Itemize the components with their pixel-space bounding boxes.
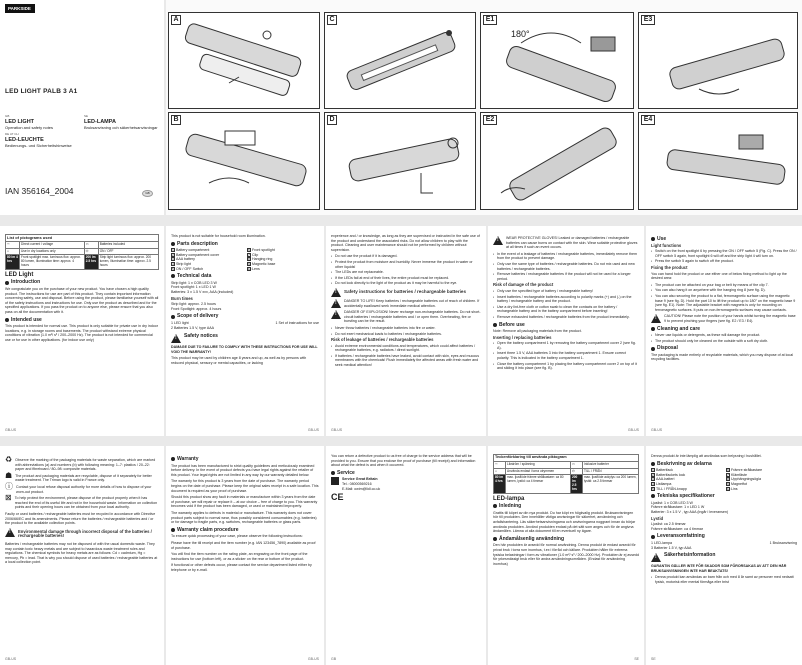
- bullet-icon: [5, 281, 9, 285]
- figure-a: [168, 12, 320, 109]
- list-item: ▪ If the LEDs fail at end of their lives, the entire product must be replaced.: [331, 276, 481, 281]
- page-12: [326, 446, 486, 665]
- paragraph: We congratulate you on the purchase of your new product. You have chosen a high quality product. The instructions for use are part of this product. They contain important information concerning safety, use and disposal. Before using the product, please familiarise yourself with all of the safety instructions and instructions for use. Only use the product as described and for the specified applications. If you pass the product on to anyone else, please ensure that you also pass on all the documentation with it.: [5, 286, 159, 314]
- list-item: 4 Strip light: [172, 261, 191, 266]
- spec-line: Ljuslist: ca 2.5 timmar: [651, 522, 686, 527]
- list-item: ▪ Open the battery compartment 1 by removing the battery compartment cover 2 (see fig. A).: [493, 341, 639, 350]
- bullet-icon: [493, 504, 497, 508]
- bullet-icon: [651, 462, 655, 466]
- safety-heading: ! Safety notices: [171, 334, 319, 343]
- list-item: 7 Klämfäste: [727, 472, 747, 477]
- environment-warning: ! Environmental damage through incorrect disposal of the batteries / rechargeable batteries!: [5, 528, 159, 540]
- power-icon: ⏻: [84, 248, 98, 255]
- service-name: Service Great Britain: [342, 477, 378, 482]
- bullet-icon: [171, 274, 175, 278]
- list-item: ▪ You can also hang it on anywhere with the hanging ring 8 (see fig. D).: [651, 288, 797, 293]
- battery-icon: ▭: [570, 461, 582, 468]
- triman-icon: ☗: [5, 470, 13, 480]
- figure-d: [324, 112, 476, 210]
- page-number: GB-US: [651, 428, 663, 433]
- list-item: ▪ Denna produkt kan användas av barn från och med 8 år samt av personer med nedsatt fysisk, motorisk eller mental förmåga eller brist: [651, 575, 797, 584]
- pictogram-text: Strip light luminous flux: approx. 200 lumen, Illumination time: approx. 2.5 hours: [98, 255, 158, 269]
- section-heading: Introduction: [5, 280, 159, 285]
- paragraph: You can return a defective product to us free of charge to the service address that will be provided to you. Ensure that you enclose the proof of purchase (till receipt) and information about what the defect is and when it occurred.: [331, 454, 476, 468]
- triman-note: ☗ The product and packaging materials are recyclable, dispose of it separately for better waste treatment. The Triman logo is valid in France only.: [5, 470, 152, 483]
- page-8: [488, 226, 644, 436]
- parts-list: [651, 468, 797, 491]
- list-item: ▪ Switch on the front spotlight 6 by pressing the ON / OFF switch 5 (Fig. C). Press the ON / OFF switch 5 again, front spotlight 6 will off and the strip light 4 will turn on.: [651, 249, 797, 258]
- figure-e2-drawing: [481, 113, 635, 211]
- sub-heading: Fixing the product: [651, 264, 688, 270]
- list-item: ▪ Use a dry lint-free cloth or cotton swab to clean the contacts on the battery / rechargeable battery and in the battery compartment before inserting!: [493, 305, 639, 314]
- list-item: ▪ Remove batteries / rechargeable batteries if the product will not be used for a longer period.: [493, 272, 639, 281]
- figure-label: C: [327, 15, 337, 25]
- crossed-bin-icon: ⊠: [5, 493, 12, 503]
- dc-icon: ⎓: [494, 461, 506, 468]
- bullet-icon: [493, 323, 497, 327]
- brand-logo: PARKSIDE: [5, 4, 35, 13]
- figure-e1-drawing: [481, 13, 635, 110]
- list-item: 8 Upphängningsögla: [727, 477, 761, 482]
- list-item: ▪ Avoid extreme environmental conditions and temperatures, which could affect batteries / rechargeable batteries, e.g. radiators / direct sunlight.: [331, 344, 481, 353]
- recycle-note: ♻ Observe the marking of the packaging materials for waste separation, which are marked with abbreviations (a) and numbers (b) with following meaning: 1–7: plastics / 20–22: paper and fibreboard / 80–98: composite materials.: [5, 455, 156, 472]
- service-icon: [331, 477, 339, 485]
- spec-line: Strip light: approx. 2.5 hours: [171, 302, 216, 307]
- list-item: ▪ The LEDs are not replaceable.: [331, 270, 481, 275]
- pictogram-text: max. ljusflöde ackylys: ca 200 lumen, lystid: ca 2.5 timmar: [582, 475, 638, 493]
- list-item: ▪ Close the battery compartment 1 by placing the battery compartment cover 2 on top of it and sliding it into place (see fig. B).: [493, 362, 639, 371]
- caution-box: ! CAUTION! Please note the position of your hands whilst turning the magnetic base 9 to prevent pinching your fingers (see fig. E2 / E3 / E4).: [651, 314, 797, 323]
- house-icon: ⌂: [6, 248, 20, 255]
- list-item: 1 Batterifack: [652, 468, 673, 473]
- figure-e4: [638, 112, 798, 210]
- product-title: LED LIGHT PALB 3 A1: [5, 88, 78, 95]
- page-11: [166, 446, 324, 665]
- service-email[interactable]: E-Mail: owim@lidl.co.uk: [342, 486, 381, 491]
- section-heading: Disposal: [651, 346, 797, 351]
- pictogram-table: [493, 454, 639, 494]
- section-heading: Inledning: [493, 504, 639, 509]
- figure-a-drawing: [169, 13, 321, 110]
- warning-icon: [651, 314, 661, 323]
- list-item: 2 Battery compartment cover: [172, 252, 220, 257]
- cover-page: [0, 0, 164, 215]
- paragraph: experience and / or knowledge, as long as they are supervised or instructed in the safe use of the product and understand the associated risks. Do not allow children to play with the product. Cleaning and user maintenance should not be performed by children without supervision.: [331, 234, 480, 252]
- list-item: ▪ Only use the same type of batteries / rechargeable batteries. Do not mix used and new batteries / rechargeable batteries.: [493, 262, 639, 271]
- battery-safety-heading: ! Safety instructions for batteries / rechargeable batteries: [331, 288, 481, 297]
- bin-note: ⊠ To help protect the environment, please dispose of the product properly when it has reached the end of its useful life and not in the household waste. Information on collection points and their opening hours can be obtained from your local authority.: [5, 493, 158, 510]
- list-item: ▪ Do not use the product if it is damaged.: [331, 254, 481, 259]
- danger-life: ! DANGER TO LIFE! Keep batteries / rechargeable batteries out of reach of children. If accidentally swallowed seek immediate medical attention.: [331, 299, 481, 308]
- warning-icon: [651, 553, 661, 562]
- bullet-icon: [651, 347, 655, 351]
- spec-line: Strip light: 1 x COB LED 3 W: [171, 280, 217, 285]
- section-heading: Cleaning and care: [651, 327, 797, 332]
- pictogram-text: ON / OFF: [98, 248, 158, 255]
- pictogram-text: Batteries included: [98, 241, 158, 248]
- figure-b-drawing: [169, 113, 321, 211]
- paragraph: This product may be used by children age 8 years and up, as well as by persons with reduced physical, sensory or mental capacities, or lacking: [171, 356, 307, 365]
- figure-label: E3: [641, 15, 655, 25]
- ian-number: IAN 356164_2004: [5, 186, 74, 196]
- service-block: [331, 477, 481, 491]
- list-item: ▪ The product can be attached on your bag or belt by means of the clip 7.: [651, 283, 797, 288]
- page-number: SE: [651, 657, 656, 662]
- figure-label: A: [171, 15, 181, 25]
- figure-c: [324, 12, 476, 109]
- list-item: ▪ Insert three 1.5 V, AAA batteries 3 into the battery compartment 1. Ensure correct polarity. This is indicated in the battery compartment 1.: [493, 351, 639, 360]
- figures-page: [166, 0, 802, 215]
- page-13: [488, 446, 644, 665]
- warning-icon: [493, 236, 503, 245]
- pictogram-text: Likström / spänning: [506, 461, 571, 468]
- paragraph: This product is not suitable for household room illumination.: [171, 234, 266, 238]
- sub-heading: Inserting / replacing batteries: [493, 334, 552, 340]
- power-icon: ⏻: [570, 468, 582, 475]
- section-heading: LED Light: [5, 271, 34, 278]
- recycle-icon: ♻: [5, 455, 13, 464]
- ce-mark: CE: [331, 492, 344, 503]
- section-heading: Warranty claim procedure: [171, 528, 319, 533]
- paragraph: The warranty applies to defects in material or manufacture. This warranty does not cover product parts subject to normal wear, thus possibly considered consumables (e.g. batteries) or for damage to fragile parts, e.g. switches, rechargeable batteries or glass parts.: [171, 510, 317, 525]
- paragraph: You will find the item number on the rating plate, an engraving on the front page of the instructions for use (bottom left), or as a sticker on the rear or bottom of the product.: [171, 552, 308, 561]
- pictogram-title: Teckenförklaring till använda piktogram: [494, 455, 639, 462]
- bullet-icon: [331, 471, 335, 475]
- dc-icon: ⎓: [6, 241, 20, 248]
- pictogram-text: Inklusive batterier: [582, 461, 638, 468]
- list-item: ▪ Remove exhausted batteries / rechargeable batteries from the product immediately.: [493, 315, 639, 320]
- spec-line: Främre strålkastare: 1 x LED 1 W: [651, 505, 705, 510]
- figure-e2: [480, 112, 634, 210]
- list-item: ▪ Do not look directly to the light of the product as it may be harmful to the eye.: [331, 281, 481, 286]
- list-item: 3 AAA battery: [172, 257, 195, 262]
- pictogram-table: [5, 234, 159, 270]
- figure-label: E1: [483, 15, 497, 25]
- sub-heading: Burn times: [171, 295, 193, 301]
- lang-de: DE AT CH LED-LEUCHTE Bedienungs- und Sicherheitshinweise: [5, 132, 72, 148]
- list-item: ▪ In the event of a leakage of batteries / rechargeable batteries, immediately remove them from the product to prevent damage.: [493, 252, 639, 261]
- battery-icon: ▭: [84, 241, 98, 248]
- lang-se: SE LED-LAMPA Bruksanvisning och säkerhetsanvisningar: [84, 114, 158, 130]
- list-item: 10Lens: [248, 266, 260, 271]
- section-heading: Technical data: [171, 274, 319, 279]
- section-heading: Warranty: [171, 457, 319, 462]
- page-number: GB: [331, 657, 337, 662]
- page-9: [646, 226, 802, 436]
- page-number: GB-US: [307, 428, 319, 433]
- paragraph: Should this product show any fault in materials or manufacture within 3 years from the date of purchase, we will repair or replace it – at our choice – free of charge to you. This warranty becomes void if the product has been damaged, or used or maintained improperly.: [171, 495, 318, 509]
- section-heading: Before use: [493, 323, 639, 328]
- pictogram-text: Använda endast i torra utrymmen: [506, 468, 571, 475]
- pictogram-text: Direct current / voltage: [20, 241, 85, 248]
- paragraph: To ensure quick processing of your case, please observe the following instructions:: [171, 534, 303, 539]
- section-heading: Beskrivning av delarna: [651, 462, 797, 467]
- paragraph: This product is intended for normal use. This product is only suitable for private use in dry indoor locations, e.g. in storage rooms and basements. The product withstand extreme physical conditions of vibration (1.0 m²/ s³ / 200–2000 Hz). The product is not intended for commercial use or for use in other applications. (for indoor use only): [5, 324, 158, 342]
- paragraph: Faulty or used batteries / rechargeable batteries must be recycled in accordance with Directive 2006/66/EC and its amendments. Please return the batteries / rechargeable batteries and / or the product to the available collection points.: [5, 511, 156, 526]
- list-item: ▪ Press the switch 5 again to switch off the product.: [651, 259, 797, 264]
- pictogram-text: TILL / FRÅN: [582, 468, 638, 475]
- scope-item: 1 LED-lampa: [651, 540, 672, 545]
- paragraph: Batteries / rechargeable batteries may not be disposed of with the usual domestic waste. They may contain toxic heavy metals and are subject to hazardous waste treatment rules and regulations. The chemical symbols for heavy metals are as follows: Cd = cadmium, Hg = mercury, Pb = lead. That is why you should dispose of used batteries / rechargeable batteries at a local collection point.: [5, 541, 158, 565]
- list-item: 3 AAA-batteri: [652, 477, 675, 482]
- pictogram-text: max. ljusflöde främre strålkastare: ca 80 lumen, lystid: ca 4 timmar: [506, 475, 571, 493]
- spec-line: Batteries: 3 x 1.5 V xxx, AAA (included): [171, 289, 234, 294]
- section-heading: Leveransomfattning: [651, 534, 797, 539]
- paragraph: If functional or other defects occur, please contact the service department listed either by telephone or by e-mail.: [171, 563, 312, 572]
- section-heading: Intended use: [5, 318, 159, 323]
- lumen-badge: 80 lm 4 hrs: [494, 475, 506, 493]
- lumen-badge: 200 lm 2.5 hrs: [84, 255, 98, 269]
- list-item: ▪ Protect the product from moisture and humidity. Never immerse the product in water or other liquids!: [331, 260, 481, 269]
- list-item: ▪ If batteries / rechargeable batteries have leaked, avoid contact with skin, eyes and mucous membranes with the chemicals! Flush immediately the affected areas with fresh water and seek medical attention!: [331, 354, 481, 368]
- paragraph: Note: Remove all packaging materials from the product.: [493, 329, 582, 334]
- pictogram-text: Front spotlight max. luminous flux: approx. 80 lumen, Illumination time: approx. 4 hours: [20, 255, 85, 269]
- bullet-icon: [651, 535, 655, 539]
- scope-item: 2 Batteries 1.5 V, type AAA: [171, 325, 215, 330]
- page-7: [326, 226, 486, 436]
- figure-c-drawing: [325, 13, 477, 110]
- house-icon: ⌂: [494, 468, 506, 475]
- warning-icon: [331, 310, 341, 319]
- list-item: 7 Clip: [248, 252, 259, 257]
- list-item: 6 Främre strålkastare: [727, 468, 763, 473]
- list-item: ▪ The product should only be cleaned on the outside with a soft dry cloth.: [651, 339, 797, 344]
- figure-e3-drawing: [639, 13, 799, 110]
- list-item: 9 Magnetfot: [727, 481, 747, 486]
- warning-icon: [5, 528, 15, 537]
- pictogram-title: List of pictograms used: [6, 235, 159, 242]
- paragraph: The product has been manufactured to strict quality guidelines and meticulously examined before delivery. In the event of product defects you have legal rights against the retailer of this product. Your legal rights are not limited in any way by our warranty detailed below.: [171, 463, 315, 477]
- figure-label: D: [327, 115, 337, 125]
- figure-label: E2: [483, 115, 497, 125]
- rotate-label: 180°: [511, 29, 530, 39]
- page-badge: GB: [142, 190, 153, 197]
- list-item: 4 Listlampa: [652, 481, 672, 486]
- paragraph: You can hand hold the product or use either one of below fixing method to light up the desired area:: [651, 271, 787, 281]
- spec-line: Ljuslist: 1 x COB LED 3 W: [651, 500, 693, 505]
- bullet-icon: [651, 237, 655, 241]
- paragraph: Denna produkt är inte lämplig att användas som belysning i hushållet.: [651, 454, 762, 458]
- lang-en: GB LED LIGHT Operation and safety notes: [5, 114, 54, 130]
- danger-explosion: ! DANGER OF EXPLOSION! Never recharge non-rechargeable batteries. Do not short-circuit batteries / rechargeable batteries and / or open them. Overheating, fire or bursting can be the result.: [331, 310, 481, 324]
- list-item: 2 Batterifackets lock: [652, 472, 686, 477]
- paragraph: Please have the till receipt and the item number (e.g. IAN 123456_7890) available as proof of purchase.: [171, 540, 316, 550]
- section-heading: Tekniska specifikationer: [651, 494, 797, 499]
- page-number: GB-US: [627, 428, 639, 433]
- list-item: 10Lins: [727, 486, 738, 491]
- sub-heading: Risk of leakage of batteries / rechargeable batteries: [331, 337, 434, 343]
- page-6: [166, 226, 324, 436]
- section-heading: Parts description: [171, 242, 319, 247]
- page-number: SE: [634, 657, 639, 662]
- figure-label: E4: [641, 115, 655, 125]
- figure-e1: [480, 12, 634, 109]
- list-item: ▪ You can also securing the product to a flat, ferromagnetic surface using the magnetic base 9 (see fig. D). Hold the part 10 to lift the product up to 180° on the magnetic base 9 (see fig. E1). Note: The adjustable bracket with magnets is only for mounting on ferromagnetic surfaces. It puts on non-ferromagnetic surfaces may cause contacts.: [651, 294, 797, 312]
- bullet-icon: [171, 457, 175, 461]
- paragraph: The warranty for this product is 3 years from the date of purchase. The warranty period begins on the date of purchase. Please keep the original sales receipt in a safe location. This document is required as your proof of purchase.: [171, 479, 319, 493]
- warning-text: DAMAGE DUE TO FAILURE TO COMPLY WITH THESE INSTRUCTIONS FOR USE WILL VOID THE WARRANTY!: [171, 345, 318, 354]
- section-heading: Use: [651, 237, 797, 242]
- page-number: GB-US: [5, 657, 17, 662]
- figure-e3: [638, 12, 798, 109]
- warning-icon: [331, 288, 341, 297]
- page-10: [0, 446, 164, 665]
- list-item: ▪ Only use the specified type of battery / rechargeable battery!: [493, 289, 639, 294]
- section-heading: Scope of delivery: [171, 314, 319, 319]
- bullet-icon: [651, 327, 655, 331]
- list-item: 5 TILL / FRÅN-knapp: [652, 486, 687, 491]
- scope-item: 3 Batterier 1.5 V, typ AAA: [651, 545, 692, 550]
- lumen-badge: 200 lm 2.5 hrs: [570, 475, 582, 493]
- figure-label: B: [171, 115, 181, 125]
- info-icon: ⓘ: [5, 481, 13, 491]
- paragraph: Grattis till köpet av din nya produkt. Du har köpt en högkvalig produkt. Bruksanvisningen hör till produkten. Den innehåller viktiga anvisningar för säkerhet, användning och avfallshantering. Läs säkerhetsanvisningarna och anvisningarna noggrant innan du börjar använda produkten. Använd produkten endast på det sätt som anges och för de angivna ändamålen. Lämna ut alla dokument till en eventuell ny ägare.: [493, 510, 636, 534]
- list-item: 6 Front spotlight: [248, 248, 275, 253]
- pictogram-text: Use in dry locations only: [20, 248, 85, 255]
- figure-d-drawing: [325, 113, 477, 211]
- bullet-icon: [171, 528, 175, 532]
- parts-list: [171, 248, 319, 271]
- warning-icon: [171, 334, 181, 343]
- figure-e4-drawing: [639, 113, 799, 211]
- scope-item: 1 Set of instructions for use: [275, 320, 319, 325]
- figure-b: [168, 112, 320, 210]
- sub-heading: Light functions: [651, 242, 682, 248]
- paragraph: Den här produkten är avsedd för normal användning. Denna produkt är endast avsedd för privat bruk i torra rum inomhus, t.ex i förråd och källare. Produkten håller för extrema fysiska belastningar i form av vibrationer (1.0 m²/ s³ / 200–2000 Hz). Produkten är ej avsedd för yrkesmässigt bruk eller för andra användningsområden. (Endast för användning inomhus): [493, 543, 640, 566]
- list-item: ▪ Do not exert mechanical loads to batteries / rechargeable batteries.: [331, 332, 481, 337]
- page-5: [0, 226, 164, 436]
- page-number: GB-US: [331, 428, 343, 433]
- bullet-icon: [651, 494, 655, 498]
- bullet-icon: [5, 318, 9, 322]
- list-item: 9 Magnetic base: [248, 261, 276, 266]
- sub-heading: Risk of damage of the product: [493, 282, 554, 288]
- page-number: GB-US: [5, 428, 17, 433]
- bullet-icon: [171, 315, 175, 319]
- scope-item: 1 LED light: [171, 320, 189, 325]
- bullet-icon: [493, 537, 497, 541]
- list-item: 8 Hanging ring: [248, 257, 273, 262]
- refuse-note: ⓘ Contact your local refuse disposal authority for more details of how to dispose of your worn-out product.: [5, 481, 152, 494]
- spec-line: Främre strålkastare: ca 4 timmar: [651, 526, 703, 531]
- section-heading: Service: [331, 471, 481, 476]
- safety-heading: ! Säkerhetsinformation: [651, 553, 797, 562]
- warning-text: GARANTIN GÄLLER INTE FÖR SKADOR SOM FÖRORSAKAS AV ATT DEN HÄR BRUKSANVISNINGEN INTE HAR BEAKTATS!: [651, 564, 787, 573]
- warning-icon: [331, 299, 341, 308]
- lumen-badge: 80 lm 4 hrs: [6, 255, 20, 269]
- list-item: ▪ Never use liquids or detergents, as these will damage the product.: [651, 333, 797, 338]
- list-item: ▪ Insert batteries / rechargeable batteries according to polarity marks (+) and (-) on the battery / rechargeable battery and the product.: [493, 295, 639, 304]
- spec-line: Front Spotlight: approx. 4 hours: [171, 306, 222, 311]
- bullet-icon: [171, 242, 175, 246]
- page-14: [646, 446, 802, 665]
- spec-line: Front spotlight: 1 x LED 1 W: [171, 285, 216, 290]
- page-number: GB-US: [307, 657, 319, 662]
- service-phone[interactable]: Tel.: 08000569216: [342, 481, 372, 486]
- list-item: 5 ON / OFF Switch: [172, 266, 204, 271]
- paragraph: The packaging is made entirely of recyclable materials, which you may dispose of at local recycling facilities.: [651, 352, 794, 362]
- gloves-warning: ! WEAR PROTECTIVE GLOVES! Leaked or damaged batteries / rechargeable batteries can cause burns on contact with the skin. Wear suitable protective gloves at all times if such an event occurs.: [493, 236, 639, 250]
- sub-heading: Lystid: [651, 515, 664, 521]
- spec-line: Batterier: 3 x 1.5 V , typ AAA (ingår i leveransen): [651, 509, 729, 514]
- list-item: ▪ Never throw batteries / rechargeable batteries into fire or water.: [331, 326, 481, 331]
- scope-item: 1 Bruksanvisning: [769, 540, 797, 545]
- list-item: 1 Battery compartment: [172, 248, 210, 253]
- section-heading: LED-lampa: [493, 495, 525, 502]
- section-heading: Ändamålsenlig användning: [493, 537, 639, 542]
